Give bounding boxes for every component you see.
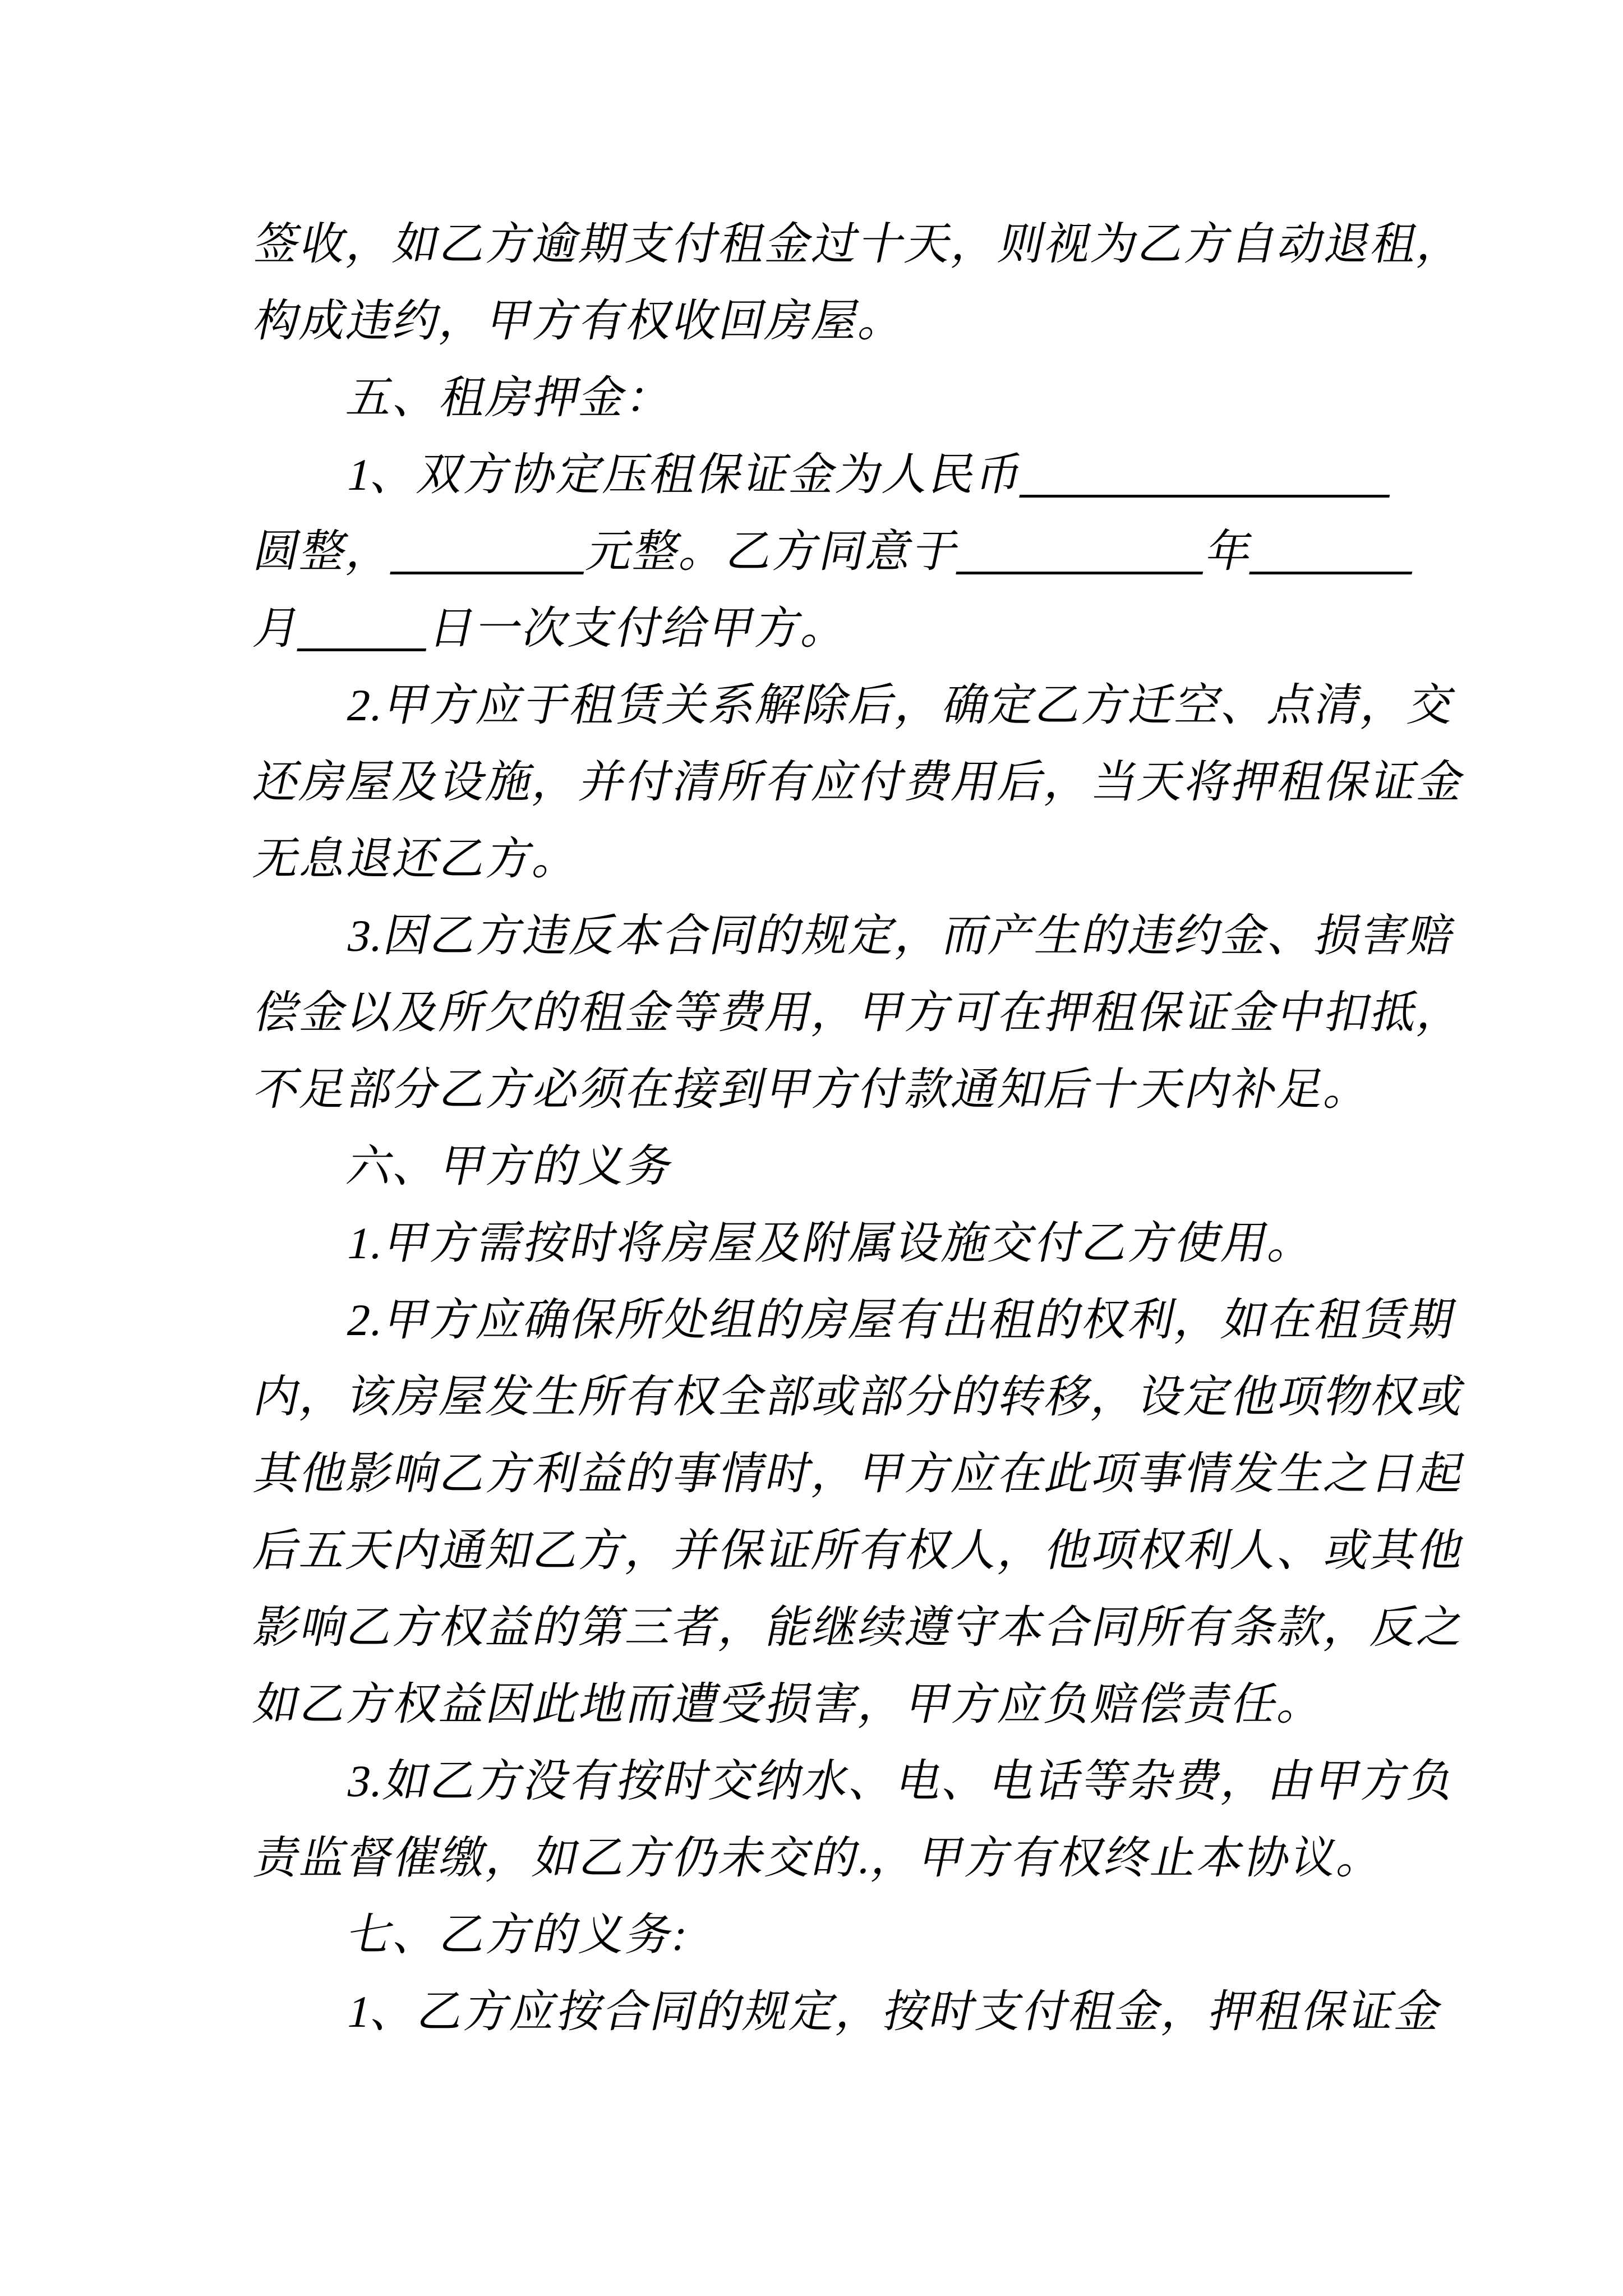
fill-in-blank-line [297, 648, 426, 651]
text-segment: 影响乙方权益的第三者，能继续遵守本合同所有条款，反之 [250, 1603, 1471, 1653]
text-segment: 不足部分乙方必须在接到甲方付款通知后十天内补足。 [250, 1065, 1378, 1115]
document-line [247, 1897, 1424, 1974]
document-line [247, 898, 1461, 975]
document-line [247, 1743, 1461, 1820]
document-line [247, 821, 1424, 898]
document-line [247, 668, 1461, 744]
document-line [247, 1052, 1424, 1129]
document-line [247, 283, 1424, 360]
contract-text-block [247, 206, 1471, 2051]
text-segment: 七、乙方的义务: [343, 1911, 694, 1960]
text-segment: 圆整， [250, 527, 400, 577]
text-segment: 日一次支付给甲方。 [425, 604, 855, 654]
document-line [247, 1205, 1424, 1282]
text-segment: 签收，如乙方逾期支付租金过十天，则视为乙方自动退租， [250, 220, 1471, 269]
text-segment: 其他影响乙方利益的事情时，甲方应在此项事情发生之日起 [250, 1450, 1471, 1499]
text-segment: 责监督催缴，如乙方仍未交的.，甲方有权终止本协议。 [250, 1834, 1391, 1883]
document-line [247, 514, 1424, 591]
text-segment: 3.如乙方没有按时交纳水、电、电话等杂费，由甲方负 [343, 1757, 1461, 1806]
document-line [247, 1667, 1424, 1743]
document-line [247, 360, 1424, 437]
text-segment: 月 [250, 604, 307, 654]
document-line [247, 1513, 1471, 1590]
fill-in-blank-line [1249, 572, 1412, 574]
text-segment: 内，该房屋发生所有权全部或部分的转移，设定他项物权或 [250, 1373, 1471, 1422]
text-segment: 五、租房押金： [343, 374, 680, 423]
text-segment: 3.因乙方违反本合同的规定，而产生的违约金、损害赔 [343, 912, 1461, 961]
document-line [247, 744, 1471, 821]
text-segment: 如乙方权益因此地而遭受损害，甲方应负赔偿责任。 [250, 1680, 1331, 1729]
text-segment: 偿金以及所欠的租金等费用，甲方可在押租保证金中扣抵， [250, 988, 1471, 1038]
document-line [247, 1436, 1471, 1513]
document-line [247, 1974, 1449, 2051]
fill-in-blank-line [390, 572, 584, 574]
text-segment: 1、双方协定压租保证金为人民币 [343, 450, 1030, 500]
document-line [247, 1359, 1471, 1436]
document-line [247, 975, 1471, 1052]
document-line [247, 437, 1424, 514]
text-segment: 元整。乙方同意于 [583, 527, 966, 577]
text-segment: 年 [1202, 527, 1260, 577]
text-segment: 2.甲方应确保所处组的房屋有出租的权利，如在租赁期 [343, 1296, 1461, 1345]
text-segment: 1、乙方应按合同的规定，按时支付租金，押租保证金 [343, 1987, 1449, 2037]
text-segment: 1.甲方需按时将房屋及附属设施交付乙方使用。 [343, 1219, 1322, 1268]
document-line [247, 591, 1424, 668]
document-line [247, 1590, 1471, 1667]
text-segment: 还房屋及设施，并付清所有应付费用后，当天将押租保证金 [250, 758, 1471, 807]
fill-in-blank-line [1019, 495, 1390, 498]
document-line [247, 1282, 1461, 1359]
text-segment: 构成违约，甲方有权收回房屋。 [250, 297, 912, 346]
text-segment: 六、甲方的义务 [343, 1142, 680, 1191]
document-line [247, 1129, 1424, 1205]
document-line [247, 206, 1471, 283]
document-line [247, 1820, 1424, 1897]
text-segment: 后五天内通知乙方，并保证所有权人，他项权利人、或其他 [250, 1526, 1471, 1576]
text-segment: 2.甲方应于租赁关系解除后，确定乙方迁空、点清，交 [343, 681, 1461, 730]
text-segment: 无息退还乙方。 [250, 835, 587, 884]
fill-in-blank-line [956, 572, 1203, 574]
